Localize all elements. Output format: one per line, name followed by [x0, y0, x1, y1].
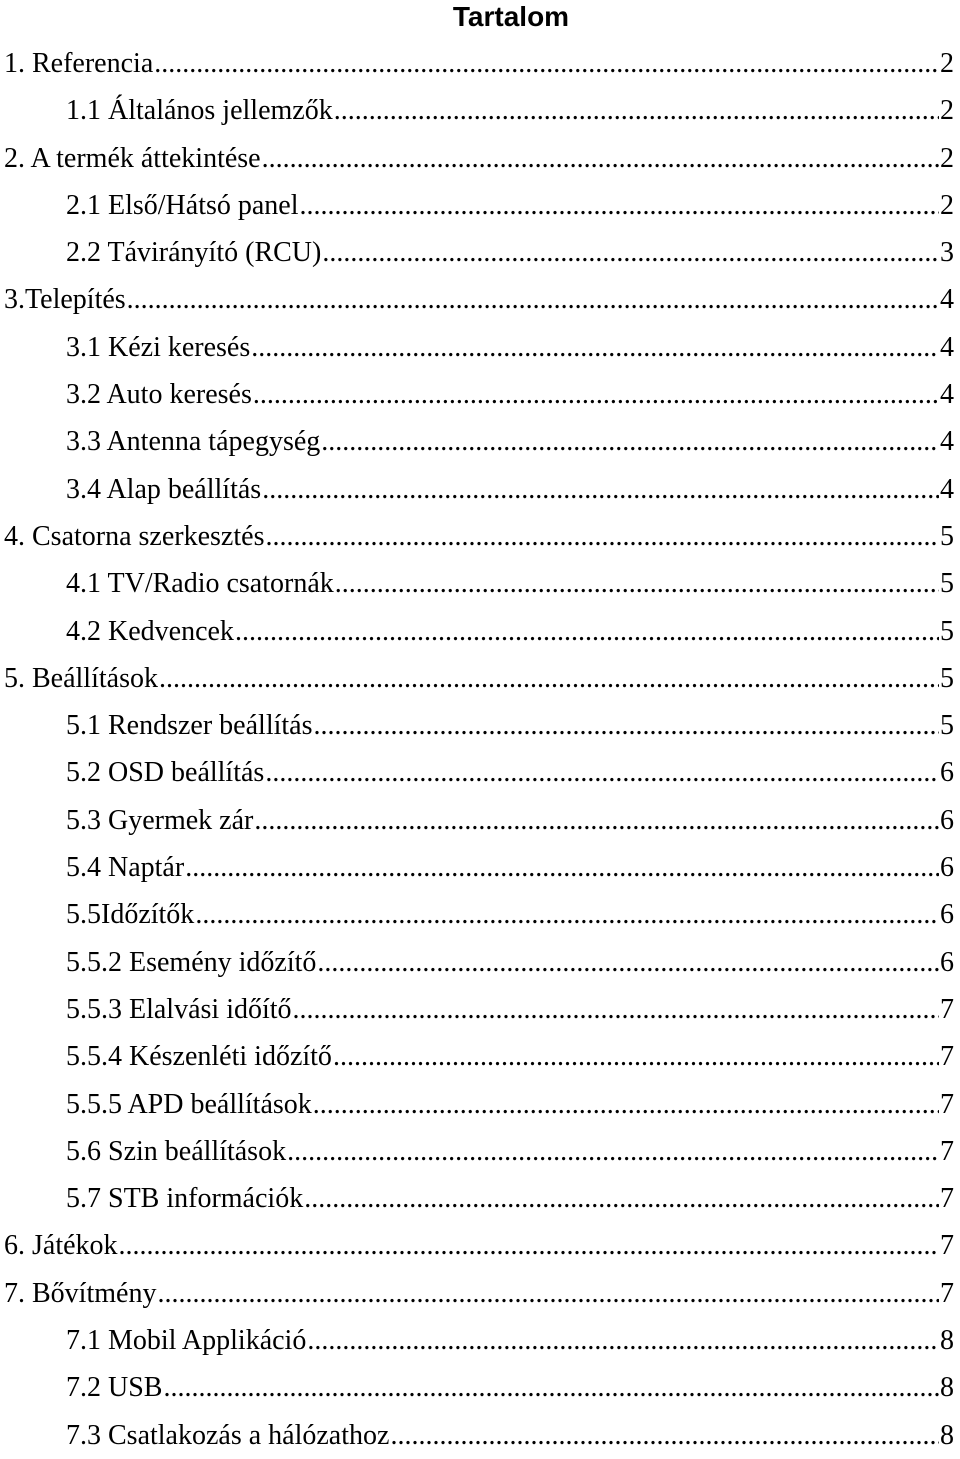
toc-entry[interactable]	[0, 891, 960, 938]
toc-entry[interactable]	[0, 749, 960, 796]
dot-leader	[300, 182, 939, 229]
dot-leader	[304, 1175, 939, 1222]
toc-entry[interactable]	[0, 513, 960, 560]
toc-entry[interactable]	[0, 560, 960, 607]
dot-leader	[262, 135, 939, 182]
toc-page-number: 8	[940, 1372, 954, 1404]
dot-leader	[287, 1128, 939, 1175]
dot-leader	[163, 1364, 939, 1411]
dot-leader	[262, 466, 939, 513]
toc-entry[interactable]	[0, 1128, 960, 1175]
toc-entry-title: 7.3 Csatlakozás a hálózathoz	[66, 1419, 390, 1451]
toc-entry-title: 5.5.4 Készenléti időzítő	[66, 1041, 332, 1073]
toc-entry-title: 3.2 Auto keresés	[66, 379, 252, 411]
toc-entry-title: 5.4 Naptár	[66, 852, 185, 884]
toc-page-number: 5	[940, 520, 954, 552]
toc-page-number: 7	[940, 1041, 954, 1073]
toc-entry-title: 3.Telepítés	[4, 284, 126, 316]
toc-entry-title: 2. A termék áttekintése	[4, 142, 261, 174]
toc-page-number: 7	[940, 1277, 954, 1309]
toc-entry-title: 2.2 Távirányító (RCU)	[66, 237, 322, 269]
toc-entry-title: 5.5.3 Elalvási időítő	[66, 993, 292, 1025]
toc-page-number: 6	[940, 946, 954, 978]
dot-leader	[313, 702, 939, 749]
toc-page-number: 5	[940, 662, 954, 694]
toc-entry-title: 5.5.5 APD beállítások	[66, 1088, 312, 1120]
toc-entry[interactable]	[0, 182, 960, 229]
dot-leader	[335, 560, 939, 607]
toc-entry-title: 1. Referencia	[4, 48, 154, 79]
dot-leader	[317, 939, 939, 986]
dot-leader	[265, 749, 939, 796]
toc-entry[interactable]	[0, 135, 960, 182]
toc-entry-title: 7.1 Mobil Applikáció	[66, 1325, 307, 1357]
toc-entry[interactable]	[0, 1081, 960, 1128]
toc-page-number: 5	[940, 710, 954, 742]
dot-leader	[127, 276, 939, 323]
toc-page-number: 4	[940, 426, 954, 458]
dot-leader	[334, 87, 939, 134]
dot-leader	[119, 1222, 939, 1269]
toc-entry-title: 7. Bővítmény	[4, 1277, 157, 1309]
toc-entry-title: 6. Játékok	[4, 1230, 118, 1262]
dot-leader	[322, 229, 939, 276]
dot-leader	[251, 324, 939, 371]
toc-page-number: 5	[940, 568, 954, 600]
toc-entry[interactable]	[0, 702, 960, 749]
dot-leader	[265, 513, 939, 560]
toc-entry-title: 5.7 STB információk	[66, 1183, 304, 1215]
toc-page-number: 2	[940, 48, 954, 79]
dot-leader	[333, 1033, 939, 1080]
dot-leader	[390, 1412, 939, 1459]
toc-entry[interactable]	[0, 229, 960, 276]
toc-page-number: 6	[940, 899, 954, 931]
toc-entry[interactable]	[0, 1364, 960, 1411]
toc-page-number: 4	[940, 331, 954, 363]
toc-entry-title: 5.5Időzítők	[66, 899, 195, 931]
toc-page-number: 7	[940, 1135, 954, 1167]
toc-page-number: 6	[940, 804, 954, 836]
toc-entry[interactable]	[0, 1222, 960, 1269]
toc-entry[interactable]	[0, 276, 960, 323]
table-of-contents	[0, 40, 960, 1459]
dot-leader	[254, 797, 939, 844]
toc-entry-title: 5. Beállítások	[4, 662, 158, 694]
toc-entry[interactable]	[0, 466, 960, 513]
toc-page-number: 7	[940, 1230, 954, 1262]
toc-entry-title: 2.1 Első/Hátsó panel	[66, 189, 299, 221]
toc-page-number: 7	[940, 1183, 954, 1215]
dot-leader	[293, 986, 939, 1033]
toc-entry[interactable]	[0, 40, 960, 87]
dot-leader	[154, 40, 939, 87]
toc-entry-title: 5.3 Gyermek zár	[66, 804, 254, 836]
toc-entry-title: 3.4 Alap beállítás	[66, 473, 262, 505]
toc-page-number: 6	[940, 852, 954, 884]
toc-page-number: 7	[940, 1088, 954, 1120]
toc-entry[interactable]	[0, 797, 960, 844]
dot-leader	[313, 1081, 939, 1128]
toc-entry[interactable]	[0, 87, 960, 134]
toc-page-number: 3	[940, 237, 954, 269]
dot-leader	[185, 844, 939, 891]
toc-entry[interactable]	[0, 939, 960, 986]
dot-leader	[307, 1317, 939, 1364]
dot-leader	[157, 1270, 939, 1317]
toc-entry[interactable]	[0, 1175, 960, 1222]
toc-page-number: 2	[940, 189, 954, 221]
toc-entry[interactable]	[0, 324, 960, 371]
toc-page-number: 2	[940, 95, 954, 127]
toc-page-number: 8	[940, 1419, 954, 1451]
toc-entry-title: 4.1 TV/Radio csatornák	[66, 568, 334, 600]
toc-entry-title: 3.3 Antenna tápegység	[66, 426, 321, 458]
dot-leader	[321, 418, 939, 465]
toc-entry-title: 1.1 Általános jellemzők	[66, 95, 333, 127]
page-title: Tartalom	[452, 1, 570, 32]
toc-entry[interactable]	[0, 1412, 960, 1459]
toc-entry-title: 5.6 Szin beállítások	[66, 1135, 287, 1167]
toc-entry[interactable]	[0, 1270, 960, 1317]
toc-entry-title: 7.2 USB	[66, 1372, 163, 1404]
toc-entry[interactable]	[0, 608, 960, 655]
toc-page-number: 4	[940, 473, 954, 505]
toc-page-number: 8	[940, 1325, 954, 1357]
toc-entry-title: 5.5.2 Esemény időzítő	[66, 946, 317, 978]
toc-page-number: 7	[940, 993, 954, 1025]
toc-entry-title: 3.1 Kézi keresés	[66, 331, 251, 363]
dot-leader	[235, 608, 939, 655]
toc-entry[interactable]	[0, 844, 960, 891]
toc-page-number: 4	[940, 284, 954, 316]
toc-entry[interactable]	[0, 1033, 960, 1080]
toc-page-number: 6	[940, 757, 954, 789]
toc-entry[interactable]	[0, 371, 960, 418]
toc-entry-title: 4. Csatorna szerkesztés	[4, 520, 265, 552]
toc-entry-title: 5.1 Rendszer beállítás	[66, 710, 313, 742]
dot-leader	[159, 655, 939, 702]
dot-leader	[253, 371, 939, 418]
toc-page-number: 4	[940, 379, 954, 411]
toc-entry-title: 4.2 Kedvencek	[66, 615, 234, 647]
toc-entry[interactable]	[0, 418, 960, 465]
toc-entry[interactable]	[0, 986, 960, 1033]
toc-entry[interactable]	[0, 655, 960, 702]
toc-page-number: 5	[940, 615, 954, 647]
toc-entry-title: 5.2 OSD beállítás	[66, 757, 265, 789]
toc-entry[interactable]	[0, 1317, 960, 1364]
dot-leader	[195, 891, 939, 938]
toc-page-number: 2	[940, 142, 954, 174]
